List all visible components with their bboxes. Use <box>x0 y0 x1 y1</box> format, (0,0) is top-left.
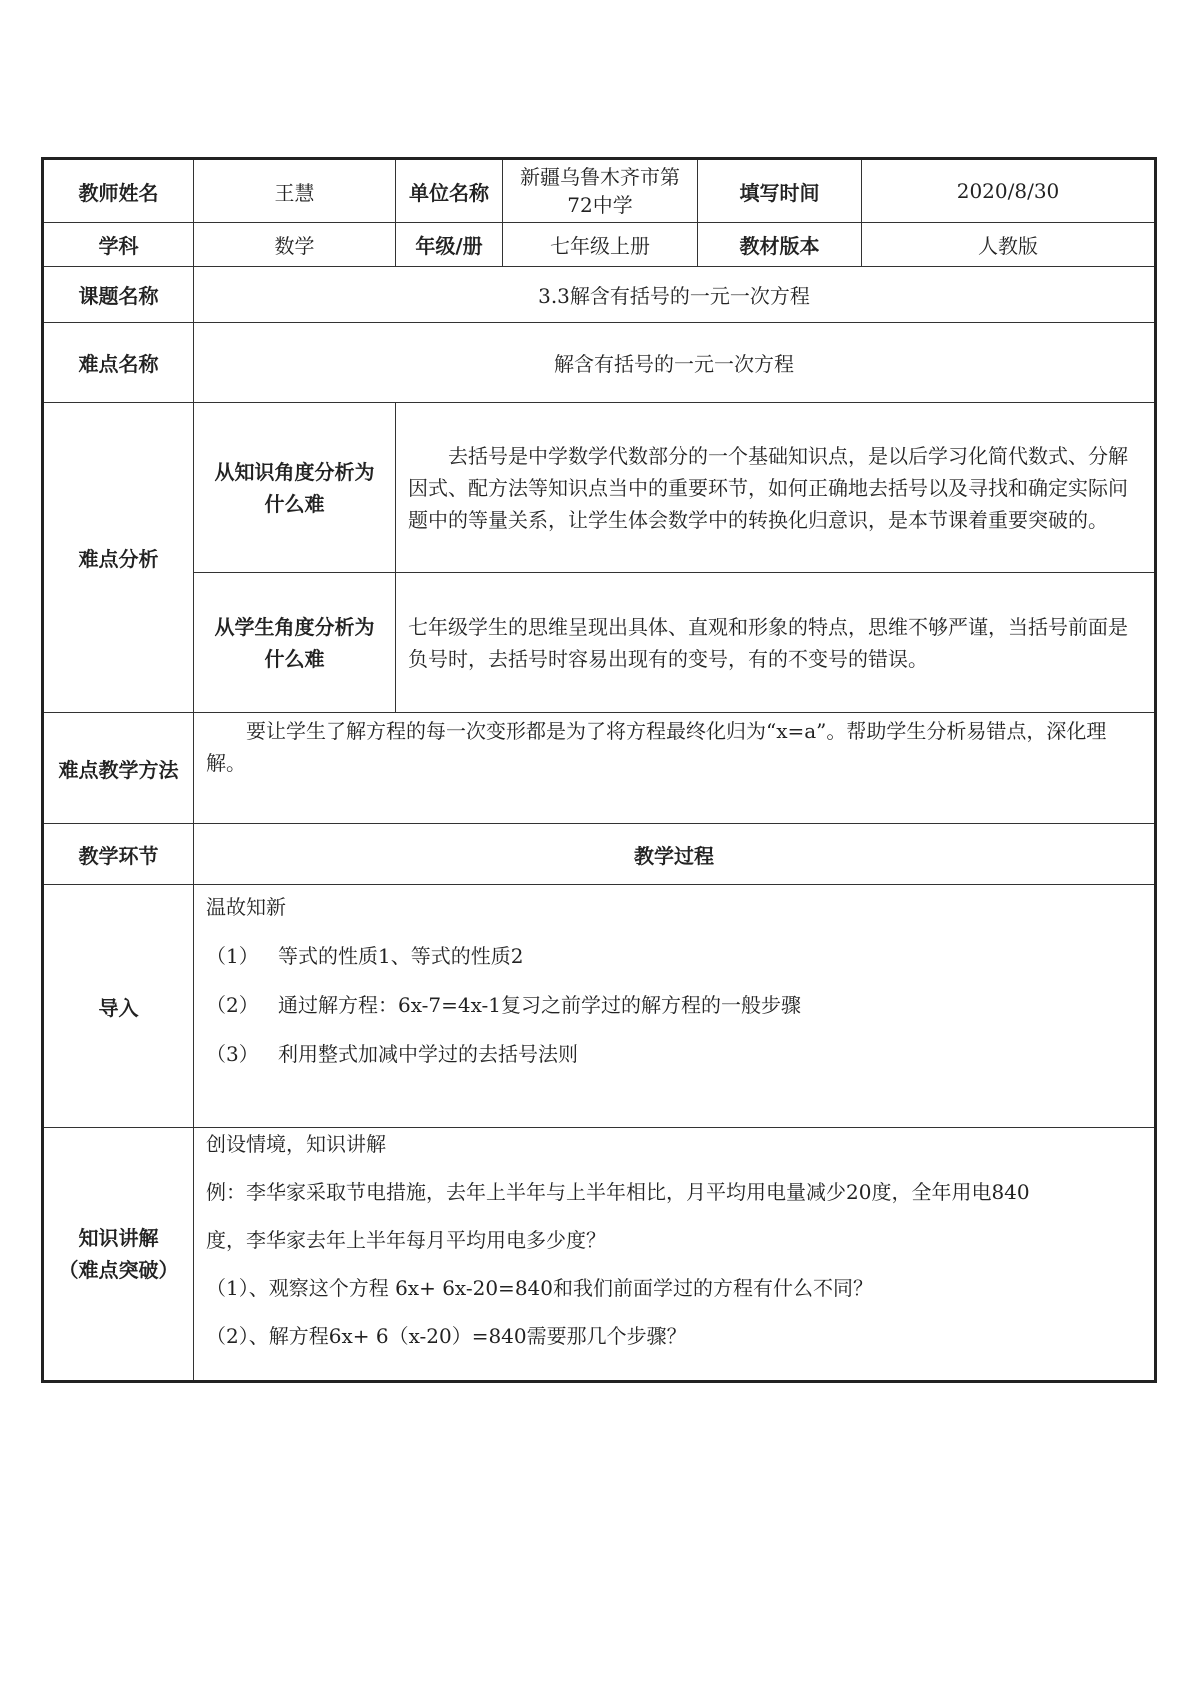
lecture-label-line-2: （难点突破） <box>58 1258 179 1282</box>
intro-item-3-text: 利用整式加减中学过的去括号法则 <box>278 1042 578 1066</box>
lecture-question-2: （2）、解方程6x+ 6（x-20）=840需要那几个步骤？ <box>206 1324 687 1348</box>
intro-label: 导入 <box>43 885 194 1128</box>
grade-label: 年级/册 <box>396 223 503 267</box>
analysis-label: 难点分析 <box>43 403 194 713</box>
intro-item-3-num: （3） <box>206 1042 259 1066</box>
lesson-plan-table <box>41 157 1157 1383</box>
header-row-1 <box>43 159 1156 223</box>
stage-header: 教学环节 <box>43 824 194 885</box>
process-header-row <box>43 824 1156 885</box>
analysis-knowledge-row <box>43 403 1156 573</box>
intro-title: 温故知新 <box>206 895 286 919</box>
intro-item-2 <box>206 989 1142 1038</box>
lecture-content <box>194 1128 1156 1382</box>
topic-row <box>43 267 1156 323</box>
header-row-2 <box>43 223 1156 267</box>
lecture-question-1: （1）、观察这个方程 6x+ 6x-20=840和我们前面学过的方程有什么不同？ <box>206 1276 873 1300</box>
student-angle-label: 从学生角度分析为什么难 <box>194 573 396 713</box>
lecture-title: 创设情境，知识讲解 <box>206 1132 386 1156</box>
student-angle-text: 七年级学生的思维呈现出具体、直观和形象的特点，思维不够严谨，当括号前面是负号时，去括号时容易出现有的变号，有的不变号的错误。 <box>396 573 1156 713</box>
intro-item-2-num: （2） <box>206 993 259 1017</box>
knowledge-angle-text: 去括号是中学数学代数部分的一个基础知识点，是以后学习化简代数式、分解因式、配方法等知识点当中的重要环节，如何正确地去括号以及寻找和确定实际问题中的等量关系，让学生体会数学中的转换化归意识，是本节课着重要突破的。 <box>396 403 1156 573</box>
school-label: 单位名称 <box>396 159 503 223</box>
lecture-row <box>43 1128 1156 1382</box>
fill-date-label: 填写时间 <box>698 159 862 223</box>
edition-label: 教材版本 <box>698 223 862 267</box>
method-row <box>43 713 1156 824</box>
intro-item-1-text: 等式的性质1、等式的性质2 <box>278 944 524 968</box>
teacher-name-label: 教师姓名 <box>43 159 194 223</box>
intro-item-3 <box>206 1038 1142 1087</box>
difficulty-value: 解含有括号的一元一次方程 <box>194 323 1156 403</box>
intro-item-2-text: 通过解方程：6x-7=4x-1复习之前学过的解方程的一般步骤 <box>278 993 802 1017</box>
knowledge-angle-label: 从知识角度分析为什么难 <box>194 403 396 573</box>
method-label: 难点教学方法 <box>43 713 194 824</box>
method-text: 要让学生了解方程的每一次变形都是为了将方程最终化归为“x=a”。帮助学生分析易错点，深化理解。 <box>194 713 1156 824</box>
difficulty-label: 难点名称 <box>43 323 194 403</box>
topic-value: 3.3解含有括号的一元一次方程 <box>194 267 1156 323</box>
teacher-name-value: 王慧 <box>194 159 396 223</box>
difficulty-row <box>43 323 1156 403</box>
lecture-example-line-2: 度，李华家去年上半年每月平均用电多少度？ <box>206 1228 606 1252</box>
topic-label: 课题名称 <box>43 267 194 323</box>
lecture-label <box>43 1128 194 1382</box>
process-header: 教学过程 <box>194 824 1156 885</box>
school-value: 新疆乌鲁木齐市第72中学 <box>503 159 698 223</box>
lecture-example-line-1: 例：李华家采取节电措施，去年上半年与上半年相比，月平均用电量减少20度，全年用电840 <box>206 1180 1030 1204</box>
intro-row <box>43 885 1156 1128</box>
fill-date-value: 2020/8/30 <box>862 159 1156 223</box>
lecture-label-line-1: 知识讲解 <box>78 1226 159 1250</box>
intro-content <box>194 885 1156 1128</box>
analysis-student-row <box>43 573 1156 713</box>
subject-label: 学科 <box>43 223 194 267</box>
edition-value: 人教版 <box>862 223 1156 267</box>
intro-item-1-num: （1） <box>206 944 259 968</box>
intro-item-1 <box>206 940 1142 989</box>
grade-value: 七年级上册 <box>503 223 698 267</box>
subject-value: 数学 <box>194 223 396 267</box>
